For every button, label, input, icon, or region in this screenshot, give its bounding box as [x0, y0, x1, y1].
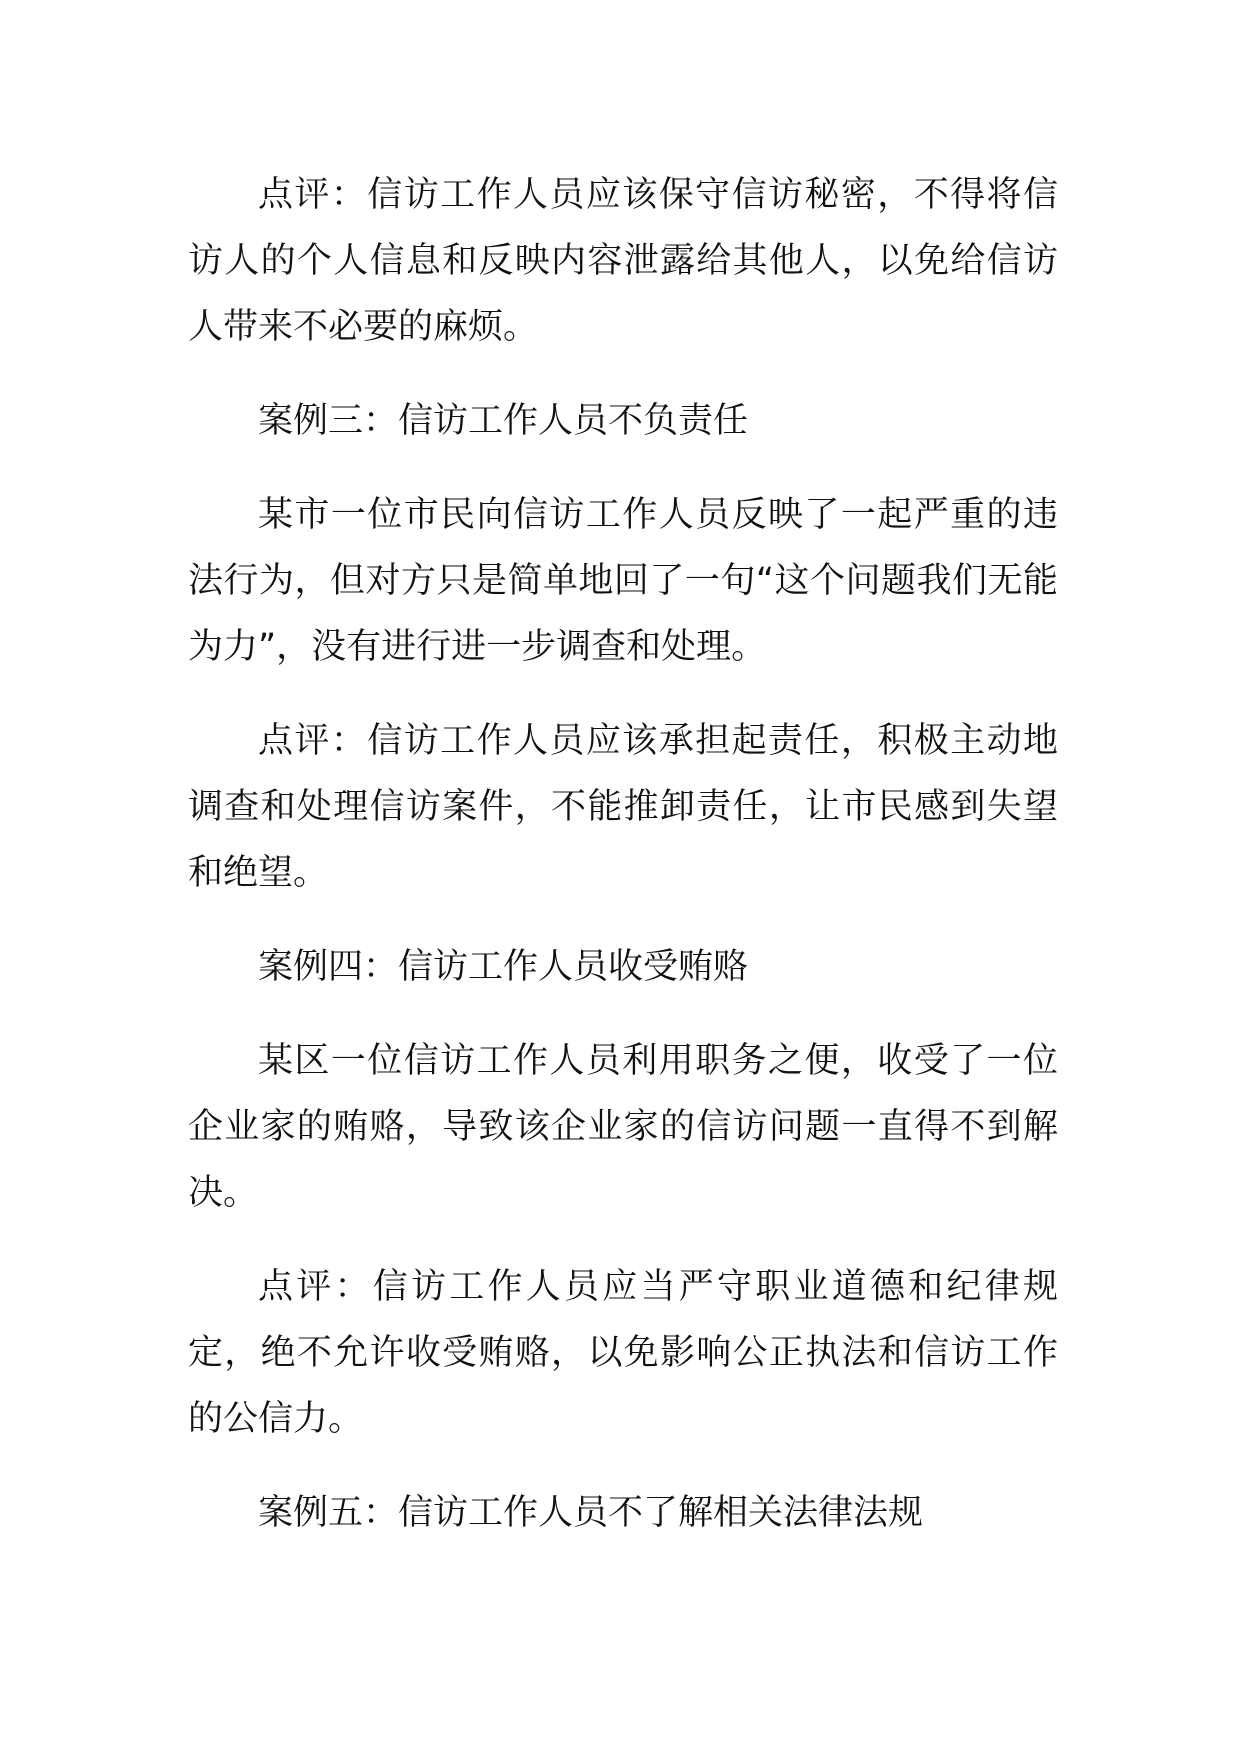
- case-three-body: 某市一位市民向信访工作人员反映了一起严重的违法行为，但对方只是简单地回了一句“这个问题我们无能为力”，没有进行进一步调查和处理。: [188, 495, 1058, 667]
- case-five-title: 案例五：信访工作人员不了解相关法律法规: [258, 1493, 924, 1533]
- comment-paragraph: 点评：信访工作人员应该保守信访秘密，不得将信访人的个人信息和反映内容泄露给其他人，以免给信访人带来不必要的麻烦。: [188, 175, 1058, 347]
- case-four-title: 案例四：信访工作人员收受贿赂: [258, 947, 749, 987]
- case-three-comment: 点评：信访工作人员应该承担起责任，积极主动地调查和处理信访案件，不能推卸责任，让市民感到失望和绝望。: [188, 721, 1058, 893]
- document-body: [188, 162, 1058, 1574]
- case-four-body: 某区一位信访工作人员利用职务之便，收受了一位企业家的贿赂，导致该企业家的信访问题一直得不到解决。: [188, 1041, 1058, 1213]
- case-four-comment: 点评：信访工作人员应当严守职业道德和纪律规定，绝不允许收受贿赂，以免影响公正执法和信访工作的公信力。: [188, 1267, 1058, 1439]
- case-three-title: 案例三：信访工作人员不负责任: [258, 401, 749, 441]
